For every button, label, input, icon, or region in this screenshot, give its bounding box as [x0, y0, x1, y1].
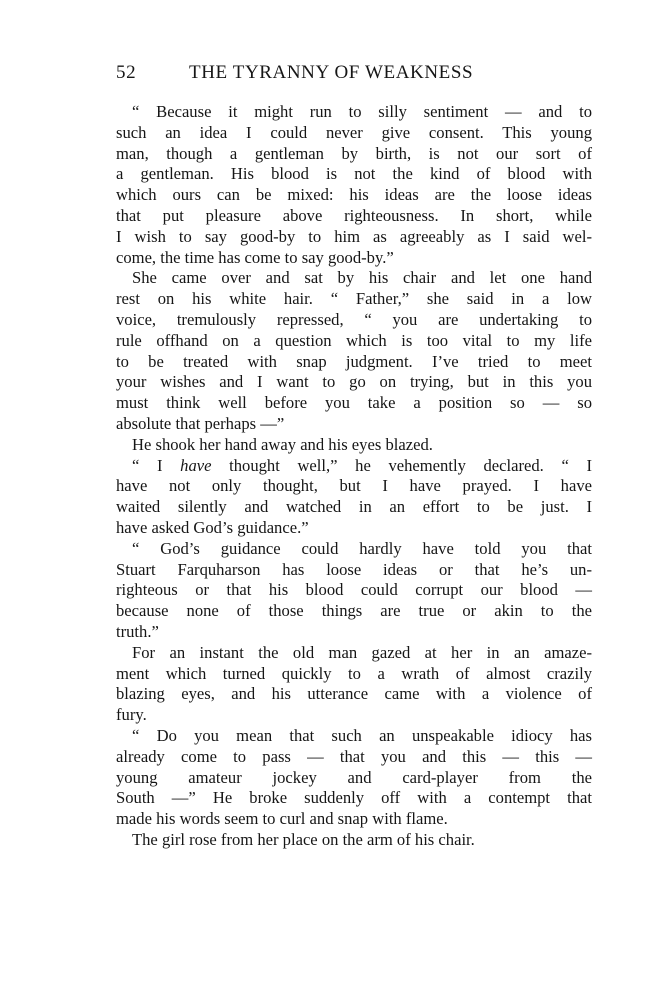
- text-line: fury.: [116, 705, 147, 725]
- text-line: For an instant the old man gazed at her in an amaze-: [132, 642, 592, 662]
- text-segment: thought well,” he vehemently declared. “ I: [211, 455, 592, 475]
- text-line: a gentleman. His blood is not the kind of blood with: [116, 164, 592, 184]
- text-line: to be treated with snap judgment. I’ve tried to meet: [116, 351, 592, 371]
- text-line: have not only thought, but I have prayed. I have: [116, 476, 592, 496]
- page-number: 52: [116, 62, 137, 83]
- running-head: [116, 62, 596, 86]
- text-line: South —” He broke suddenly off with a contempt that: [116, 788, 592, 808]
- text-line: must think well before you take a position so — so: [116, 393, 592, 413]
- text-line: righteous or that his blood could corrupt our blood —: [116, 580, 592, 600]
- text-line: Stuart Farquharson has loose ideas or that he’s un-: [116, 559, 592, 579]
- text-line: rule offhand on a question which is too vital to my life: [116, 330, 592, 350]
- text-line: your wishes and I want to go on trying, but in this you: [116, 372, 592, 392]
- text-line: I wish to say good-by to him as agreeably as I said wel-: [116, 226, 592, 246]
- text-line: because none of those things are true or akin to the: [116, 601, 592, 621]
- body-text: [116, 102, 592, 851]
- text-line: absolute that perhaps —”: [116, 413, 285, 433]
- text-line: young amateur jockey and card-player from the: [116, 767, 592, 787]
- text-line: “ God’s guidance could hardly have told you that: [132, 538, 592, 558]
- text-line: He shook her hand away and his eyes blazed.: [132, 434, 433, 454]
- text-line: rest on his white hair. “ Father,” she said in a low: [116, 289, 592, 309]
- text-line: come, the time has come to say good-by.”: [116, 247, 394, 267]
- text-segment: “ I: [132, 455, 181, 475]
- text-line: man, though a gentleman by birth, is not our sort of: [116, 143, 592, 163]
- text-line: ment which turned quickly to a wrath of almost crazily: [116, 663, 592, 683]
- text-line: The girl rose from her place on the arm of his chair.: [132, 829, 475, 849]
- text-line: such an idea I could never give consent. This young: [116, 122, 592, 142]
- text-line: made his words seem to curl and snap with flame.: [116, 809, 448, 829]
- emphasized-word: have: [180, 455, 212, 475]
- text-line: “ Because it might run to silly sentiment — and to: [132, 102, 592, 121]
- text-line: which ours can be mixed: his ideas are the loose ideas: [116, 185, 592, 205]
- text-line: “ Do you mean that such an unspeakable idiocy has: [132, 725, 592, 745]
- text-line: that put pleasure above righteousness. In short, while: [116, 205, 592, 225]
- text-line: already come to pass — that you and this — this —: [116, 746, 592, 766]
- text-line: [116, 456, 592, 477]
- running-title: THE TYRANNY OF WEAKNESS: [189, 62, 474, 83]
- text-line: truth.”: [116, 621, 159, 641]
- text-line: waited silently and watched in an effort to be just. I: [116, 497, 592, 517]
- text-line: blazing eyes, and his utterance came with a violence of: [116, 684, 592, 704]
- text-line: She came over and sat by his chair and let one hand: [132, 268, 592, 288]
- text-line: voice, tremulously repressed, “ you are undertaking to: [116, 309, 592, 329]
- text-line: have asked God’s guidance.”: [116, 517, 309, 537]
